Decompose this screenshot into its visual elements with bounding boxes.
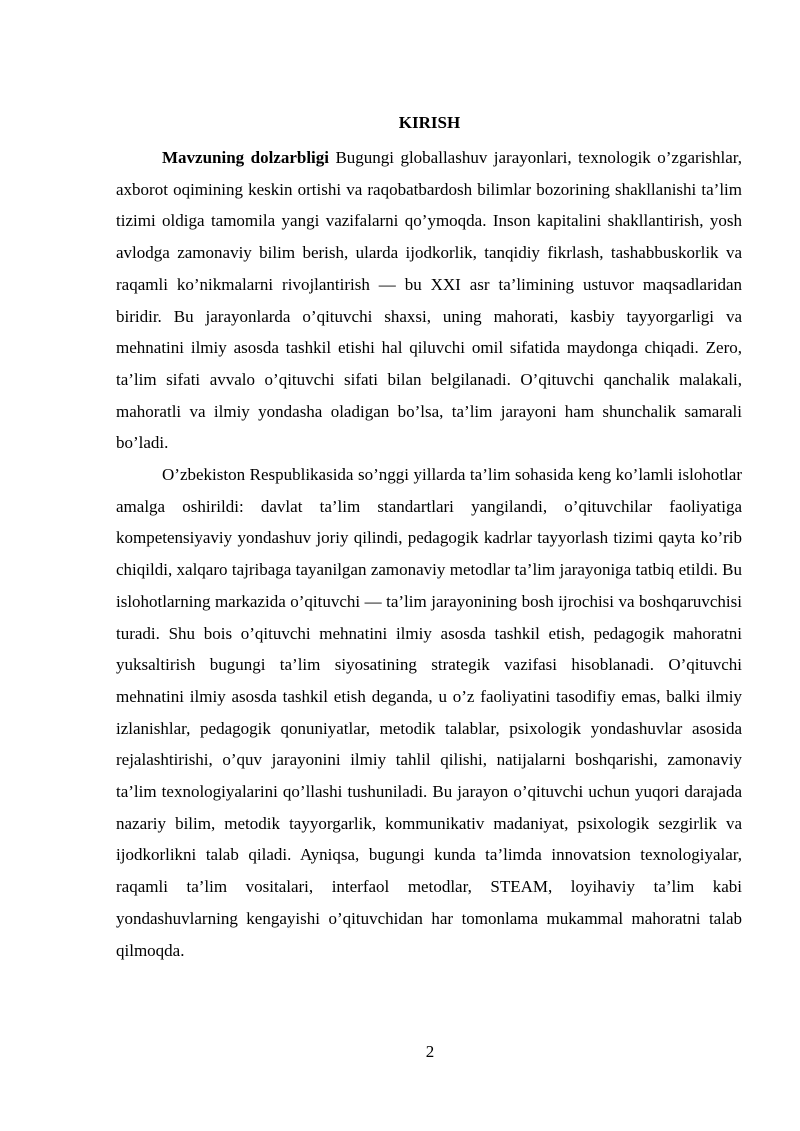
paragraph-text: O’zbekiston Respublikasida so’nggi yillarda ta’lim sohasida keng ko’lamli islohotlar amalga oshirildi: davlat ta’lim standartlari yangilandi, o’qituvchilar faoliyatiga kompetensiyaviy yondashuv joriy qilindi, pedagogik kadrlar tayyorlash tizimi qayta ko’rib chiqildi, xalqaro tajribaga tayanilgan zamonaviy metodlar ta’lim jarayoniga tatbiq etildi. Bu islohotlarning markazida o’qituvchi — ta’lim jarayonining bosh ijrochisi va boshqaruvchisi turadi. Shu bois o’qituvchi mehnatini ilmiy asosda tashkil etish, pedagogik mahoratni yuksaltirish bugungi ta’lim siyosatining strategik vazifasi hisoblanadi. O’qituvchi mehnatini ilmiy asosda tashkil etish deganda, u o’z faoliyatini tasodifiy emas, balki ilmiy izlanishlar, pedagogik qonuniyatlar, metodik talablar, psixologik yondashuvlar asosida rejalashtirishi, o’quv jarayonini ilmiy tahlil qilishi, natijalarni boshqarishi, zamonaviy ta’lim texnologiyalarini qo’llashi tushuniladi. Bu jarayon o’qituvchi uchun yuqori darajada nazariy bilim, metodik tayyorgarlik, kommunikativ madaniyat, psixologik sezgirlik va ijodkorlikni talab qiladi. Ayniqsa, bugungi kunda ta’limda innovatsion texnologiyalar, raqamli ta’lim vositalari, interfaol metodlar, STEAM, loyihaviy ta’lim kabi yondashuvlarning kengayishi o’qituvchidan har tomonlama mukammal mahoratni talab qilmoqda.	[116, 465, 742, 960]
body-text	[116, 142, 742, 966]
paragraph-lead: Mavzuning dolzarbligi	[162, 148, 330, 167]
paragraph-relevance	[116, 142, 742, 459]
paragraph-text: Bugungi globallashuv jarayonlari, texnologik o’zgarishlar, axborot oqimining keskin ortishi va raqobatbardosh bilimlar bozorining shakllanishi ta’lim tizimi oldiga tamomila yangi vazifalarni qo’ymoqda. Inson kapitalini shakllantirish, yosh avlodga zamonaviy bilim berish, ularda ijodkorlik, tanqidiy fikrlash, tashabbuskorlik va raqamli ko’nikmalarni rivojlantirish — bu XXI asr ta’limining ustuvor maqsadlaridan biridir. Bu jarayonlarda o’qituvchi shaxsi, uning mahorati, kasbiy tayyorgarligi va mehnatini ilmiy asosda tashkil etishi hal qiluvchi omil sifatida maydonga chiqadi. Zero, ta’lim sifati avvalo o’qituvchi sifati bilan belgilanadi. O’qituvchi qanchalik malakali, mahoratli va ilmiy yondasha oladigan bo’lsa, ta’lim jarayoni ham shunchalik samarali bo’ladi.	[116, 148, 742, 453]
page-number: 2	[425, 1042, 435, 1061]
section-heading: KIRISH	[398, 113, 461, 132]
paragraph-reforms	[116, 459, 742, 966]
